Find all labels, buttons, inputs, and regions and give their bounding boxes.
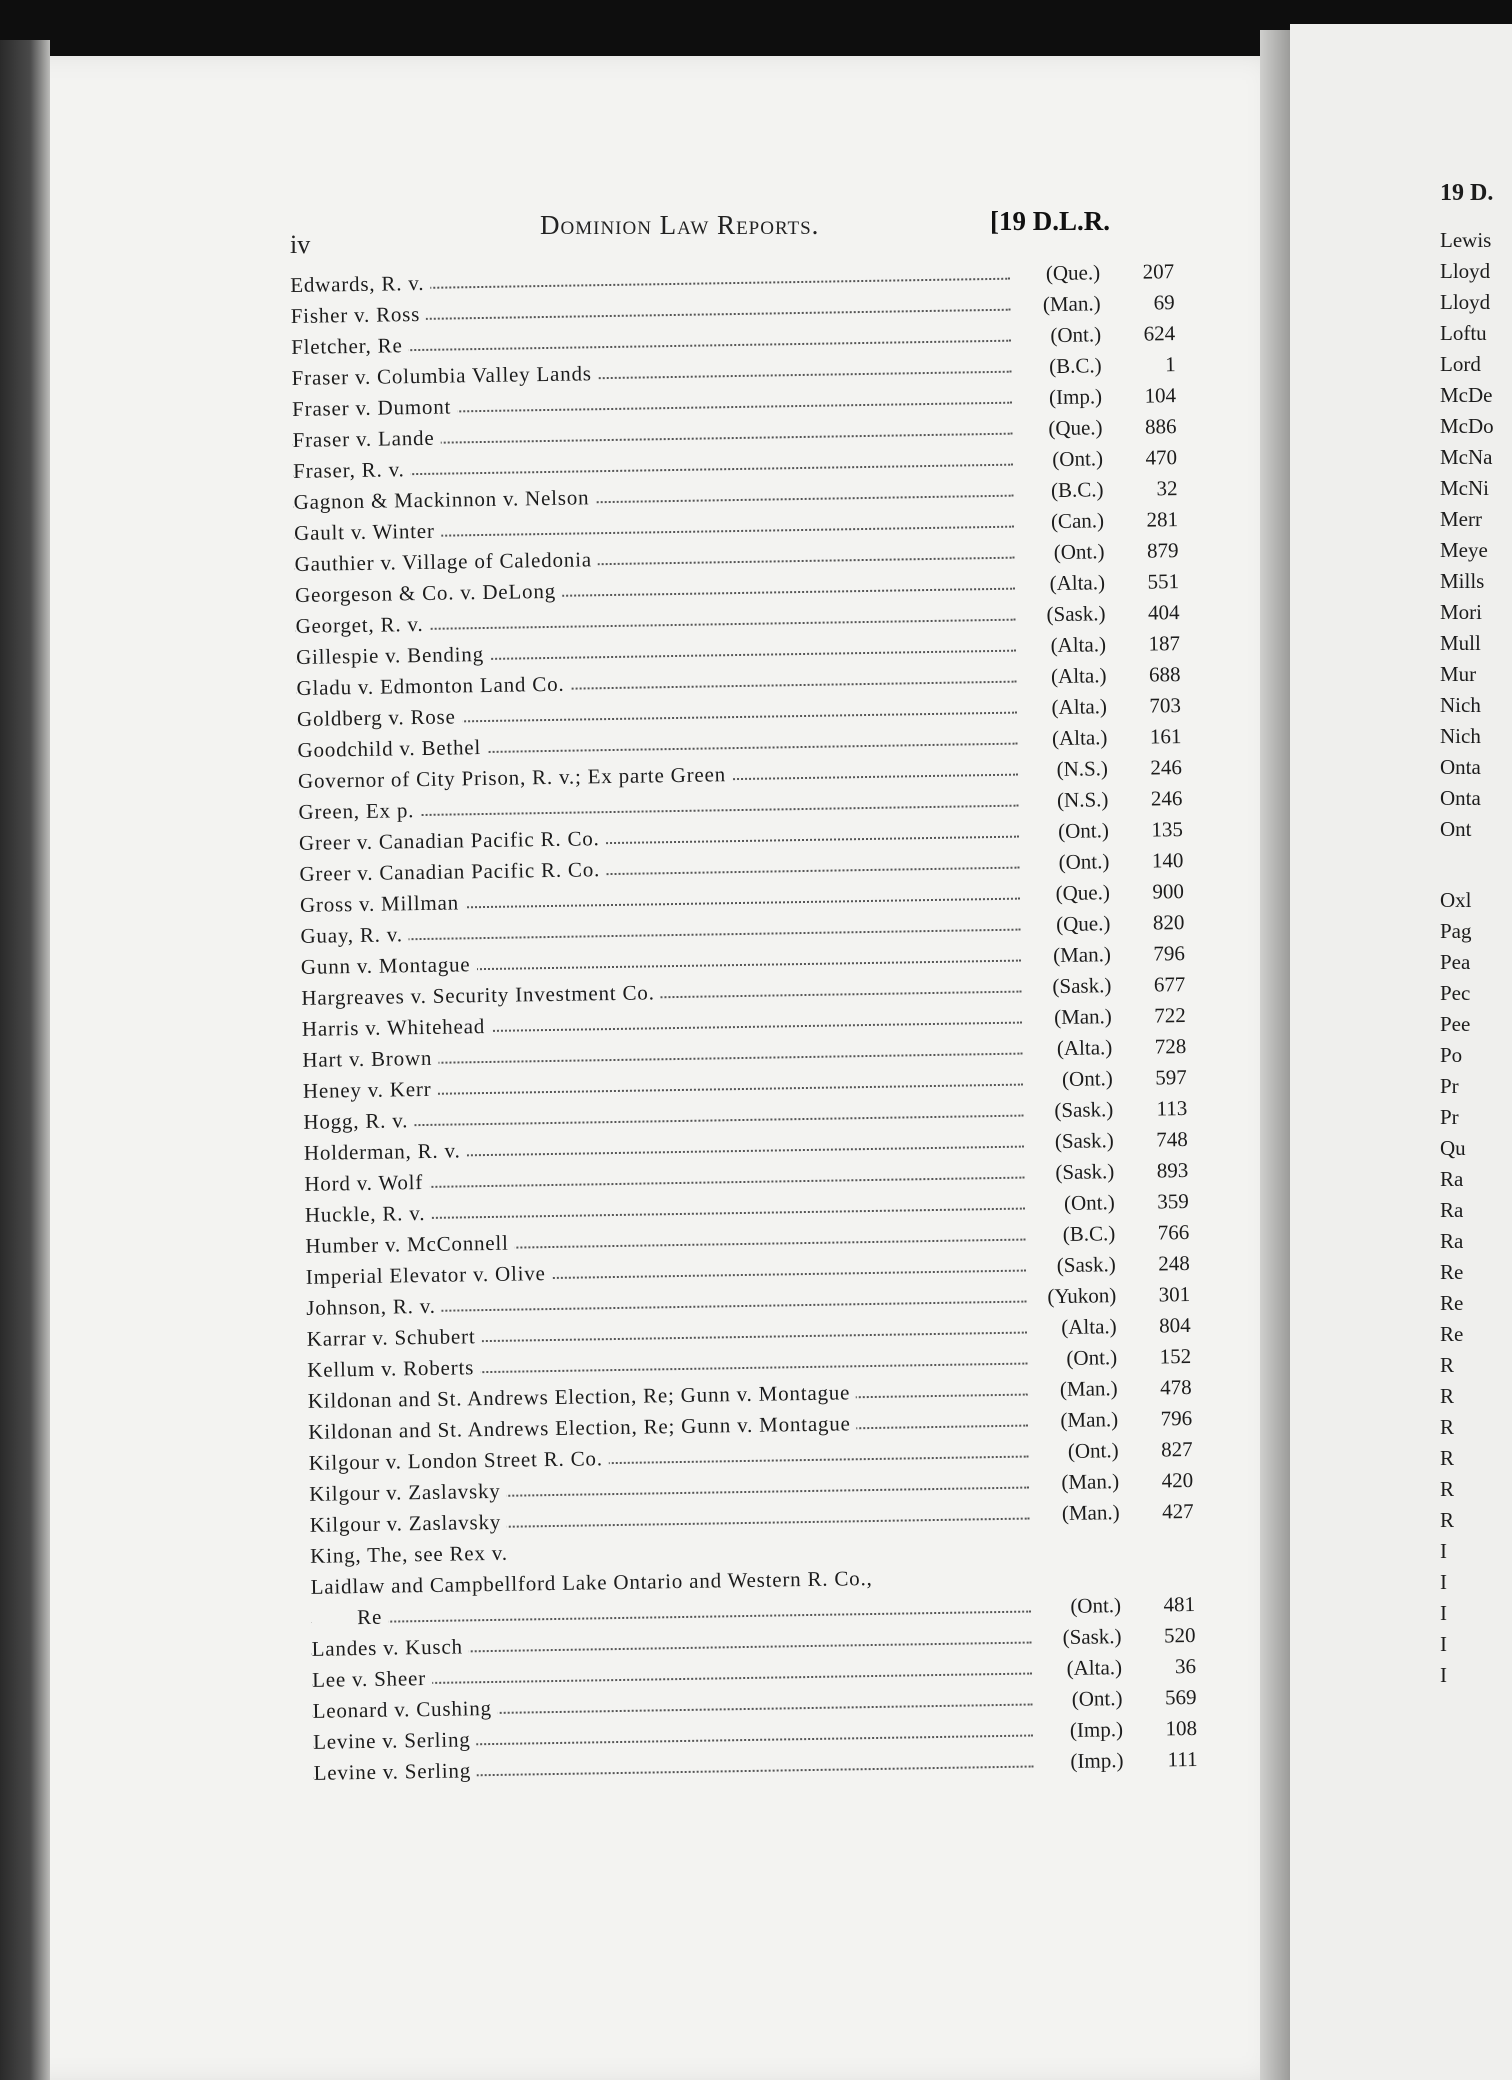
page-reference: 111: [1167, 1746, 1198, 1772]
court-abbrev: (Sask.): [1025, 1094, 1113, 1126]
case-name: Kildonan and St. Andrews Election, Re; Gunn v. Montague: [308, 1411, 857, 1444]
page-reference: 281: [1146, 507, 1179, 532]
right-page-entry-fragment: Lloyd: [1440, 290, 1491, 314]
court-abbrev: (Imp.): [1035, 1714, 1123, 1746]
right-page-entry-fragment: Pea: [1440, 950, 1471, 974]
page-reference: 470: [1145, 445, 1178, 470]
case-name: Leonard v. Cushing: [312, 1696, 498, 1723]
case-name: Edwards, R. v.: [290, 271, 430, 297]
page-reference: 246: [1150, 786, 1183, 811]
right-page-entry-fragment: Qu: [1440, 1136, 1466, 1160]
right-page-entry-fragment: Merr: [1440, 507, 1482, 531]
court-abbrev: (Ont.): [1021, 846, 1109, 878]
case-name: Fletcher, Re: [291, 333, 409, 359]
court-abbrev: (Que.): [1022, 908, 1110, 940]
right-page-entry-fragment: R: [1440, 1415, 1455, 1439]
page-reference: 207: [1142, 259, 1175, 284]
case-name: Gladu v. Edmonton Land Co.: [296, 672, 570, 700]
right-page-entry-fragment: Pr: [1440, 1105, 1459, 1129]
court-abbrev: (Que.): [1012, 257, 1100, 289]
page-reference: 820: [1152, 910, 1185, 935]
case-name: Fraser v. Lande: [292, 426, 440, 452]
case-name: Georgeson & Co. v. DeLong: [295, 579, 562, 607]
page-reference: 69: [1153, 290, 1175, 315]
case-name: Fraser, R. v.: [293, 457, 411, 483]
page-reference: 248: [1158, 1250, 1190, 1276]
court-abbrev: (Sask.): [1026, 1156, 1114, 1188]
case-name: Hargreaves v. Security Investment Co.: [301, 980, 661, 1010]
page-reference: 551: [1147, 569, 1180, 594]
case-name: Johnson, R. v.: [306, 1294, 442, 1320]
court-abbrev: (Man.): [1024, 1001, 1112, 1033]
right-page-entry-fragment: Pec: [1440, 981, 1471, 1005]
case-name: Goodchild v. Bethel: [297, 735, 487, 762]
court-abbrev: (Alta.): [1018, 629, 1106, 661]
page-reference: 597: [1155, 1065, 1187, 1090]
case-name: Levine v. Serling: [313, 1727, 477, 1754]
case-name: Huckle, R. v.: [305, 1201, 432, 1227]
case-name: Lee v. Sheer: [312, 1666, 432, 1692]
right-page-entry-fragment: Mills: [1440, 569, 1485, 593]
right-page-entry-fragment: Mur: [1440, 662, 1477, 686]
court-abbrev: (Ont.): [1013, 319, 1101, 351]
right-page-entry-fragment: McNa: [1440, 445, 1493, 469]
case-name: Kildonan and St. Andrews Election, Re; Gunn v. Montague: [308, 1380, 857, 1413]
case-name: Guay, R. v.: [300, 922, 409, 948]
right-page-entry-fragment: Pr: [1440, 1074, 1459, 1098]
court-abbrev: (Ont.): [1029, 1342, 1117, 1374]
page-reference: 827: [1160, 1436, 1193, 1462]
page-reference: 420: [1161, 1467, 1194, 1493]
right-page-entry-fragment: Mull: [1440, 631, 1481, 655]
court-abbrev: (Ont.): [1034, 1683, 1122, 1715]
case-name: Georget, R. v.: [295, 612, 429, 638]
court-abbrev: (N.S.): [1020, 784, 1108, 816]
court-abbrev: (Sask.): [1023, 970, 1111, 1002]
case-name: Green, Ex p.: [298, 798, 420, 824]
court-abbrev: (Sask.): [1026, 1125, 1114, 1157]
right-page-entry-fragment: R: [1440, 1477, 1455, 1501]
court-abbrev: [1032, 1559, 1120, 1560]
court-abbrev: (Can.): [1016, 505, 1104, 537]
court-abbrev: (Alta.): [1017, 567, 1105, 599]
right-page-entry-fragment: Re: [1440, 1322, 1464, 1346]
case-name: Gauthier v. Village of Caledonia: [294, 547, 598, 576]
case-name: Levine v. Serling: [313, 1758, 477, 1785]
case-name: Holderman, R. v.: [304, 1138, 467, 1165]
case-name: Hogg, R. v.: [303, 1108, 414, 1134]
court-abbrev: (Alta.): [1024, 1032, 1112, 1064]
page-reference: 893: [1156, 1158, 1189, 1183]
court-abbrev: (Ont.): [1033, 1590, 1121, 1622]
right-page-entry-fragment: Onta: [1440, 786, 1481, 810]
right-page-gap: [1440, 845, 1512, 885]
case-name: Fraser v. Dumont: [292, 394, 457, 421]
case-name: Gillespie v. Bending: [296, 642, 490, 669]
right-page-entry-fragment: Lloyd: [1440, 259, 1491, 283]
page-reference: 140: [1151, 848, 1184, 873]
page-reference: 246: [1150, 755, 1183, 780]
case-name: Karrar v. Schubert: [307, 1324, 482, 1351]
case-name: Kilgour v. Zaslavsky: [310, 1510, 508, 1537]
court-abbrev: (Ont.): [1021, 815, 1109, 847]
page-reference: 187: [1148, 631, 1181, 656]
page-reference: 113: [1156, 1096, 1188, 1121]
right-page-entry-fragment: Po: [1440, 1043, 1463, 1067]
case-name: Greer v. Canadian Pacific R. Co.: [299, 826, 606, 855]
right-page-entry-fragment: Loftu: [1440, 321, 1487, 345]
right-page-entry-fragment: Pag: [1440, 919, 1472, 943]
page-reference: [1134, 1527, 1194, 1528]
page-reference: 481: [1163, 1591, 1196, 1617]
page-reference: 152: [1159, 1343, 1192, 1369]
right-page-entry-fragment: R: [1440, 1446, 1455, 1470]
volume-reference: [19 D.L.R.: [990, 206, 1110, 236]
page-reference: 879: [1146, 538, 1179, 563]
page-reference: 796: [1153, 941, 1186, 966]
court-abbrev: (Man.): [1023, 939, 1111, 971]
page-reference: 36: [1174, 1653, 1197, 1679]
right-page-entry-fragment: McDe: [1440, 383, 1493, 407]
court-abbrev: (Ont.): [1027, 1187, 1115, 1219]
right-page-entry-fragment: Pee: [1440, 1012, 1471, 1036]
right-page-list-bottom: [1440, 885, 1512, 1691]
page-reference: 427: [1161, 1498, 1194, 1524]
right-page-entry-fragment: R: [1440, 1508, 1455, 1532]
page-number: iv: [290, 230, 311, 259]
page-reference: 478: [1159, 1374, 1192, 1400]
right-page-entry-fragment: I: [1440, 1539, 1447, 1563]
running-title: Dominion Law Reports.: [540, 210, 820, 240]
right-page-entry-fragment: Mori: [1440, 600, 1482, 624]
case-name: Kilgour v. Zaslavsky: [309, 1479, 507, 1506]
page-reference: 886: [1144, 414, 1177, 439]
page-reference: 569: [1164, 1684, 1197, 1710]
page-reference: 108: [1165, 1715, 1198, 1741]
court-abbrev: (Sask.): [1017, 598, 1105, 630]
case-name: Kellum v. Roberts: [307, 1355, 480, 1382]
case-name: Gross v. Millman: [300, 890, 465, 917]
page-reference: 520: [1163, 1622, 1196, 1648]
right-page-entry-fragment: R: [1440, 1353, 1455, 1377]
page-reference: 404: [1147, 600, 1180, 625]
right-page-entry-fragment: Ont: [1440, 817, 1472, 841]
page-reference: 104: [1144, 383, 1177, 408]
case-name: Hart v. Brown: [302, 1046, 438, 1072]
court-abbrev: (Ont.): [1030, 1435, 1118, 1467]
page-reference: 32: [1156, 476, 1178, 501]
right-page-entry-fragment: I: [1440, 1632, 1447, 1656]
right-page-entry-fragment: I: [1440, 1601, 1447, 1625]
right-page-entry-fragment: Re: [1440, 1291, 1464, 1315]
case-name: Imperial Elevator v. Olive: [306, 1261, 552, 1289]
page-reference: 728: [1154, 1034, 1187, 1059]
right-page-entry-fragment: McDo: [1440, 414, 1494, 438]
right-page-entry-fragment: Meye: [1440, 538, 1488, 562]
page-reference: 688: [1148, 662, 1181, 687]
court-abbrev: (Man.): [1030, 1404, 1118, 1436]
case-name: Humber v. McConnell: [305, 1231, 515, 1258]
court-abbrev: (Imp.): [1035, 1745, 1123, 1777]
court-abbrev: (Alta.): [1018, 660, 1106, 692]
right-page-list-top: [1440, 225, 1512, 845]
court-abbrev: (Yukon): [1028, 1280, 1116, 1312]
case-name: Fisher v. Ross: [291, 302, 427, 328]
case-name: Fraser v. Columbia Valley Lands: [292, 361, 598, 390]
right-page-entry-fragment: Onta: [1440, 755, 1481, 779]
page-reference: 359: [1157, 1188, 1189, 1214]
court-abbrev: (Man.): [1029, 1373, 1117, 1405]
page-reference: 804: [1158, 1312, 1191, 1338]
case-name: Hord v. Wolf: [304, 1170, 429, 1196]
right-page-entry-fragment: Ra: [1440, 1167, 1464, 1191]
court-abbrev: (N.S.): [1020, 753, 1108, 785]
page-reference: [1134, 1558, 1194, 1559]
right-page-entry-fragment: I: [1440, 1570, 1447, 1594]
page-reference: 1: [1164, 352, 1176, 377]
court-abbrev: (Que.): [1014, 412, 1102, 444]
court-abbrev: (B.C.): [1015, 474, 1103, 506]
court-abbrev: (Alta.): [1019, 722, 1107, 754]
court-abbrev: (Imp.): [1014, 381, 1102, 413]
page-reference: 748: [1156, 1127, 1188, 1152]
court-abbrev: (Man.): [1031, 1497, 1119, 1529]
right-page-entry-fragment: Re: [1440, 1260, 1464, 1284]
case-name: Goldberg v. Rose: [297, 704, 462, 731]
case-name: Harris v. Whitehead: [302, 1014, 491, 1041]
case-name: King, The, see Rex v.: [310, 1541, 514, 1568]
page-reference: 624: [1143, 321, 1176, 346]
right-page-entry-fragment: Nich: [1440, 724, 1481, 748]
right-page-entry-fragment: McNi: [1440, 476, 1489, 500]
right-page-entry-fragment: I: [1440, 1663, 1447, 1687]
right-page-entry-fragment: Nich: [1440, 693, 1481, 717]
court-abbrev: (Man.): [1012, 288, 1100, 320]
court-abbrev: (Sask.): [1033, 1621, 1121, 1653]
case-name: Kilgour v. London Street R. Co.: [309, 1446, 609, 1475]
court-abbrev: (Ont.): [1025, 1063, 1113, 1095]
court-abbrev: (Alta.): [1034, 1652, 1122, 1684]
case-name: Landes v. Kusch: [311, 1634, 469, 1660]
court-abbrev: (B.C.): [1013, 350, 1101, 382]
court-abbrev: (B.C.): [1027, 1218, 1115, 1250]
court-abbrev: (Alta.): [1019, 691, 1107, 723]
right-page-entry-fragment: Ra: [1440, 1229, 1464, 1253]
case-name: Re: [311, 1605, 388, 1630]
court-abbrev: (Alta.): [1028, 1311, 1116, 1343]
right-page-entry-fragment: Ra: [1440, 1198, 1464, 1222]
case-name: Gault v. Winter: [294, 519, 441, 545]
case-name: Laidlaw and Campbellford Lake Ontario and Western R. Co.,: [310, 1566, 878, 1599]
right-page-entry-fragment: R: [1440, 1384, 1455, 1408]
court-abbrev: (Ont.): [1016, 536, 1104, 568]
case-table: [290, 256, 1214, 1789]
page-reference: 796: [1160, 1405, 1193, 1431]
case-name: Heney v. Kerr: [303, 1077, 438, 1103]
dot-leader: [311, 1611, 1031, 1624]
page-reference: 161: [1149, 724, 1182, 749]
court-abbrev: (Sask.): [1027, 1249, 1115, 1281]
right-page-header: 19 D.: [1440, 180, 1494, 206]
court-abbrev: (Man.): [1031, 1466, 1119, 1498]
case-name: Governor of City Prison, R. v.; Ex parte Green: [298, 762, 732, 793]
page-reference: 703: [1149, 693, 1182, 718]
page-reference: 301: [1158, 1281, 1191, 1307]
case-name: Gunn v. Montague: [301, 952, 477, 979]
court-abbrev: (Ont.): [1015, 443, 1103, 475]
page-reference: 135: [1151, 817, 1184, 842]
right-page-entry-fragment: Lord: [1440, 352, 1481, 376]
left-book-edge: [0, 40, 50, 2080]
case-name: Gagnon & Mackinnon v. Nelson: [293, 485, 595, 514]
page-reference: 900: [1152, 879, 1185, 904]
right-page-entry-fragment: Oxl: [1440, 888, 1472, 912]
page-reference: 722: [1154, 1003, 1187, 1028]
court-abbrev: (Que.): [1022, 877, 1110, 909]
page-reference: 677: [1153, 972, 1186, 997]
case-name: Greer v. Canadian Pacific R. Co.: [299, 857, 606, 886]
page-reference: 766: [1157, 1219, 1190, 1245]
right-page-entry-fragment: Lewis: [1440, 228, 1492, 252]
right-page-column: [1440, 180, 1512, 1691]
